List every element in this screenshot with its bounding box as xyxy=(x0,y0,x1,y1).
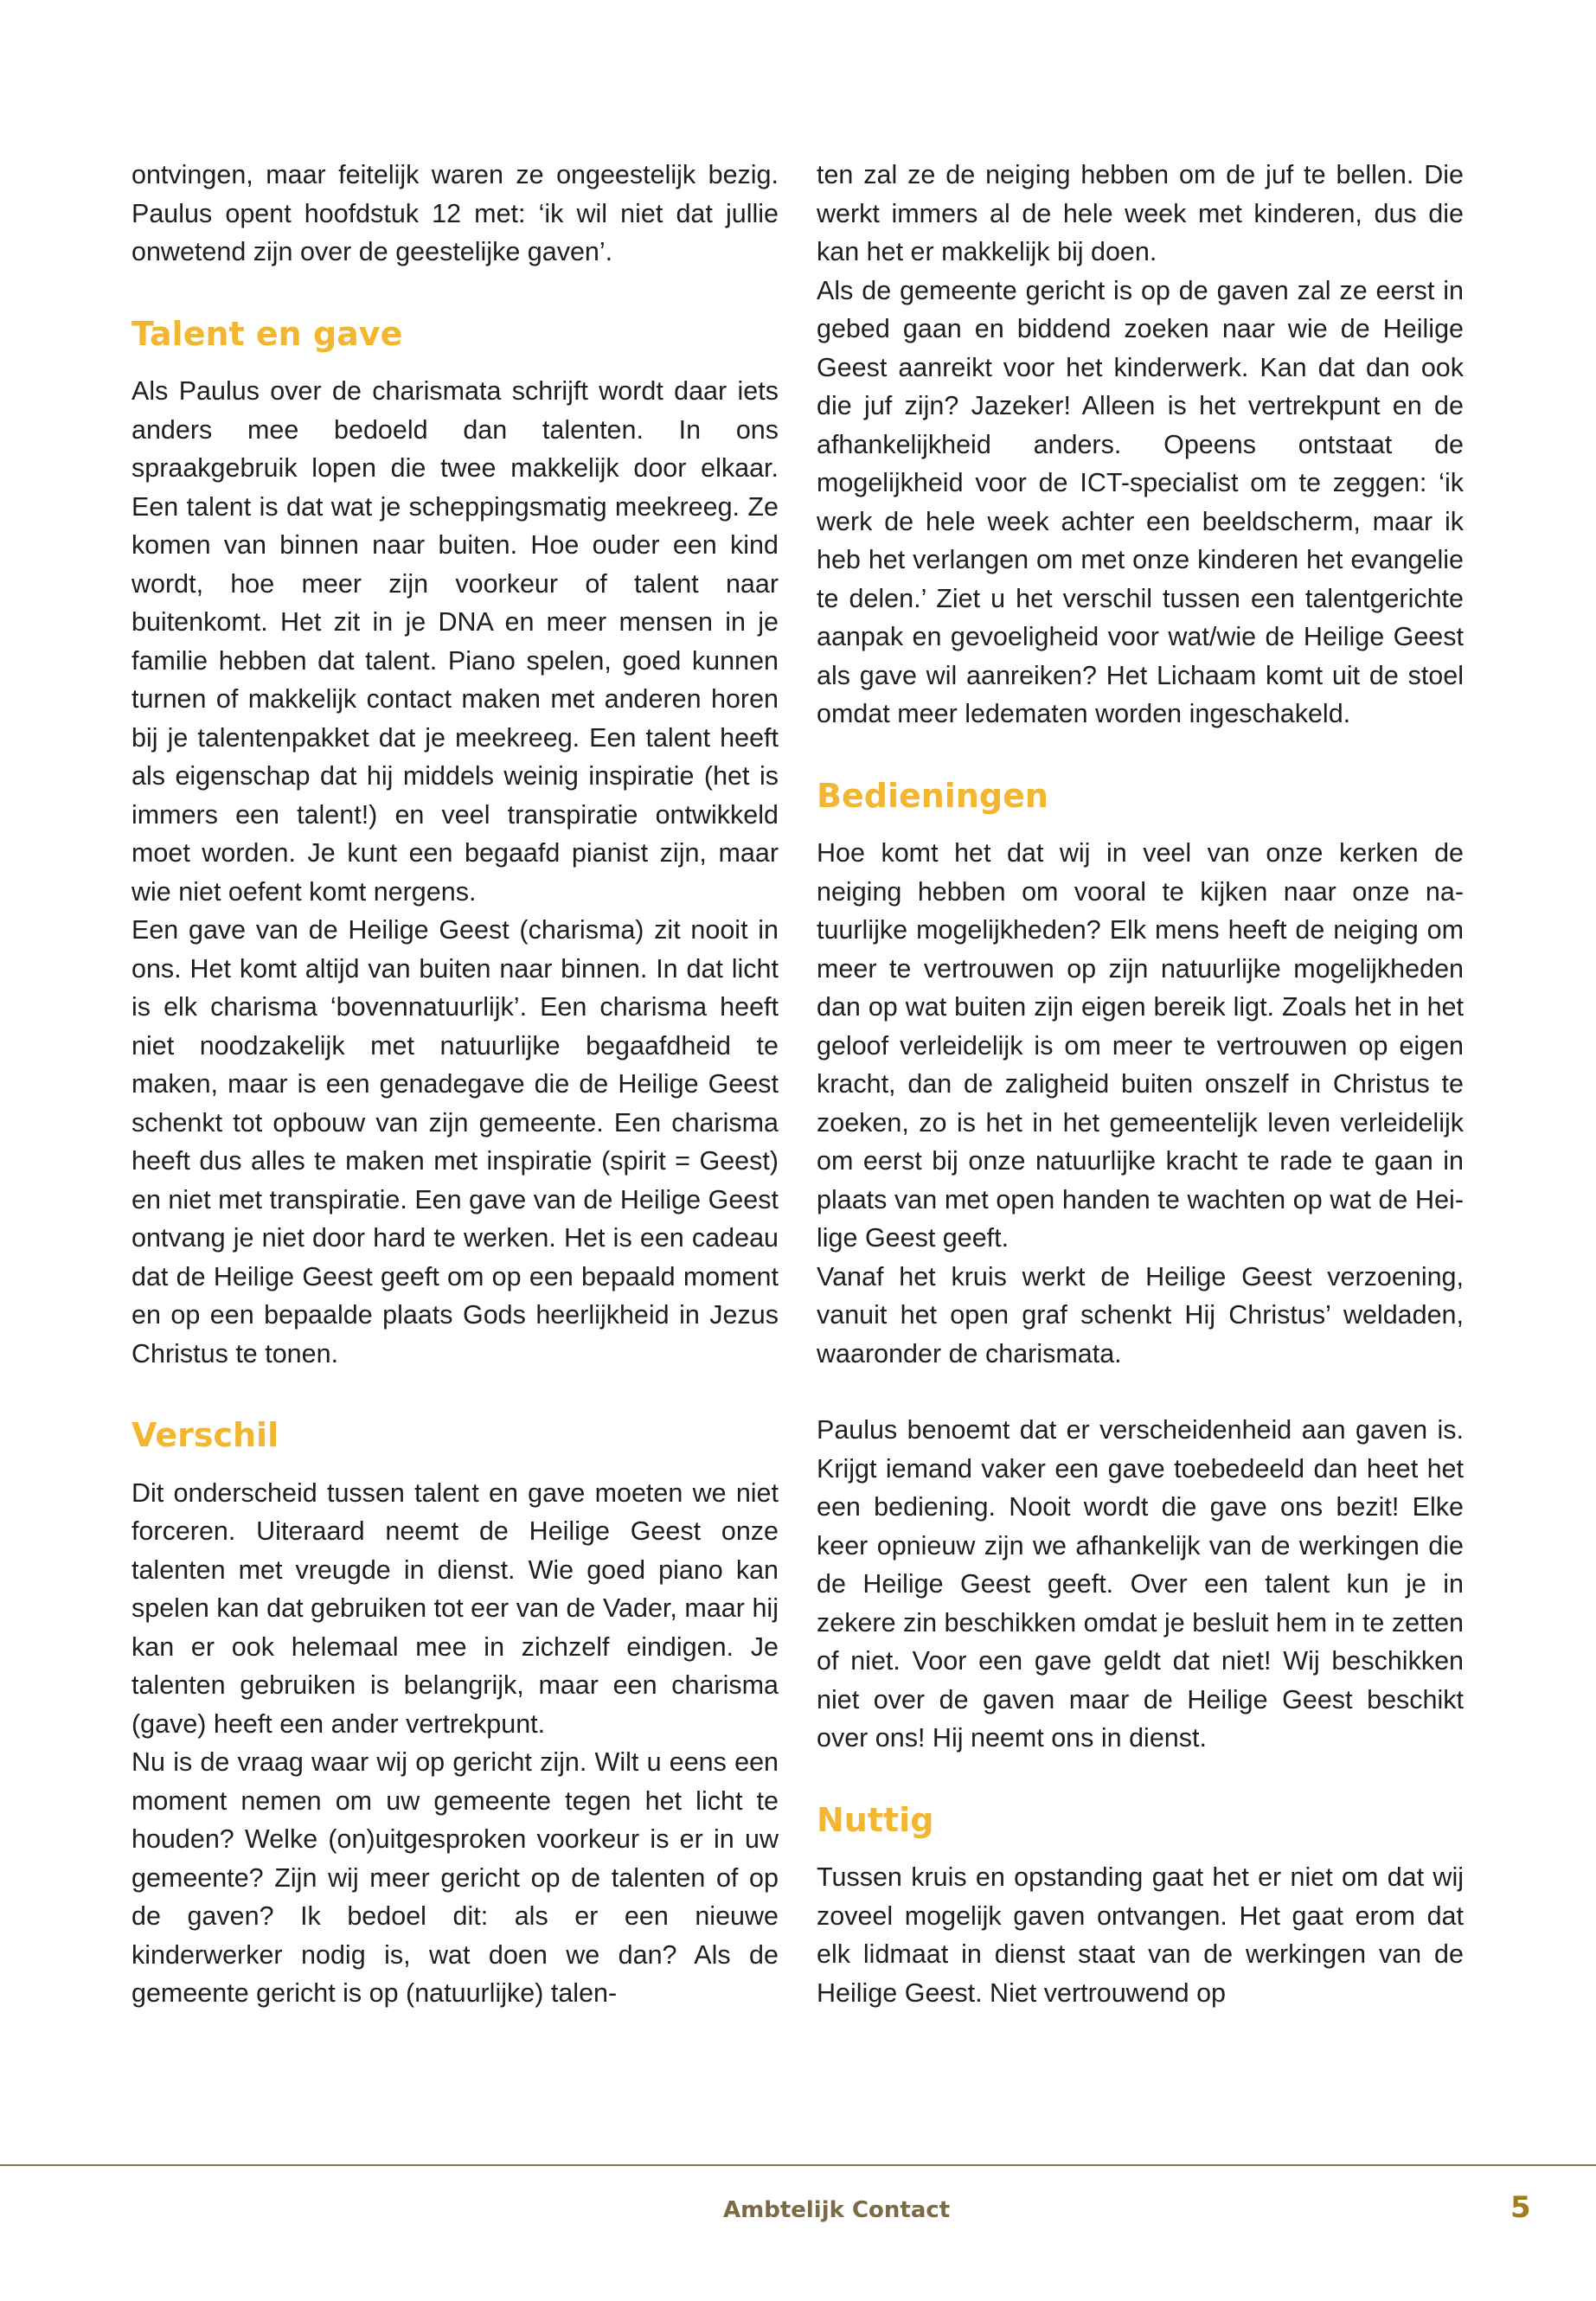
paragraph: ontvingen, maar feitelijk waren ze ongeestelijk bezig. Paulus opent hoofdstuk 12 met: ‘ik wil niet dat jullie onwetend zijn over de geestelijke gaven’. xyxy=(131,160,779,266)
paragraph: Hoe komt het dat wij in veel van onze kerken de neiging hebben om vooral te kijken naar onze natuurlijke mogelijkheden? Elk mens heeft de neiging om meer te vertrouwen op zijn natuurlijke mogelijkheden dan op wat buiten zijn eigen bereik ligt. Zoals het in het geloof verleidelijk is om meer te vertrouwen op eigen kracht, dan de zaligheid buiten onszelf in Christus te zoeken, zo is het in het gemeentelijk leven verleidelijk om eerst bij onze natuurlijke kracht te rade te gaan in plaats van met open handen te wachten op wat de Heilige Geest geeft. xyxy=(817,838,1464,1253)
footer-publication-title: Ambtelijk Contact xyxy=(723,2197,951,2223)
paragraph: Dit onderscheid tussen talent en gave moeten we niet forceren. Uiteraard neemt de Heilige Geest onze talenten met vreugde in dienst. Wie goed piano kan spelen kan dat gebruiken tot eer van de Vader, maar hij kan er ook helemaal mee in zichzelf eindigen. Je talenten gebruiken is belangrijk, maar een charisma (gave) heeft een ander vertrekpunt. xyxy=(131,1477,779,1739)
section-heading-talent-en-gave: Talent en gave xyxy=(131,314,403,353)
paragraph: Tussen kruis en opstanding gaat het er niet om dat wij zoveel mogelijk gaven ontvangen. Het gaat erom dat elk lidmaat in dienst staat van de werkingen van de Heilige Geest. Niet vertrouwend op xyxy=(817,1862,1464,2008)
paragraph: ten zal ze de neiging hebben om de juf te bellen. Die werkt immers al de hele week met kinderen, dus die kan het er makkelijk bij doen. xyxy=(817,160,1464,266)
footer-divider xyxy=(0,2164,1596,2166)
paragraph: Als de gemeente gericht is op de gaven zal ze eerst in gebed gaan en biddend zoeken naar wie de Heilige Geest aanreikt voor het kinderwerk. Kan dat dan ook die juf zijn? Jazeker! Alleen is het vertrekpunt en de afhankelijkheid anders. Opeens ontstaat de mogelijkheid voor de ICT-specialist om te zeggen: ‘ik werk de hele week achter een beeldscherm, maar ik heb het verlangen om met onze kinderen het evangelie te delen.’ Ziet u het verschil tussen een talentgerichte aanpak en gevoeligheid voor wat/wie de Heilige Geest als gave wil aanreiken? Het Lichaam komt uit de stoel omdat meer ledematen worden ingeschakeld. xyxy=(817,275,1464,728)
paragraph: Nu is de vraag waar wij op gericht zijn. Wilt u eens een moment nemen om uw gemeente tegen het licht te houden? Welke (on)uitgesproken voorkeur is er in uw gemeente? Zijn wij meer gericht op de talenten of op de gaven? Ik bedoel dit: als er een nieuwe kinderwerker nodig is, wat doen we dan? Als de gemeente gericht is op (natuurlijke) talen- xyxy=(131,1747,779,2008)
paragraph: Een gave van de Heilige Geest (charisma) zit nooit in ons. Het komt altijd van buiten naar binnen. In dat licht is elk charisma ‘bovennatuurlijk’. Een charisma heeft niet noodzakelijk met natuurlijke begaafdheid te maken, maar is een genadegave die de Heilige Geest schenkt tot opbouw van zijn gemeente. Een charisma heeft dus alles te maken met inspiratie (spirit = Geest) en niet met transpiratie. Een gave van de Heilige Geest ontvang je niet door hard te werken. Het is een cadeau dat de Heilige Geest geeft om op een bepaald moment en op een bepaalde plaats Gods heerlijkheid in Jezus Christus te tonen. xyxy=(131,915,779,1368)
section-heading-verschil: Verschil xyxy=(131,1416,279,1454)
paragraph: Vanaf het kruis werkt de Heilige Geest verzoening, vanuit het open graf schenkt Hij Christus’ weldaden, waaronder de charismata. xyxy=(817,1261,1464,1368)
paragraph: Als Paulus over de charismata schrijft wordt daar iets anders mee bedoeld dan talenten. In ons spraakgebruik lopen die twee makkelijk door elkaar. Een talent is dat wat je scheppingsmatig meekreeg. Ze komen van binnen naar buiten. Hoe ouder een kind wordt, hoe meer zijn voorkeur of talent naar buitenkomt. Het zit in je DNA en meer mensen in je familie hebben dat talent. Piano spelen, goed kunnen turnen of makkelijk contact maken met anderen horen bij je talentenpakket dat je meekreeg. Een talent heeft als eigenschap dat hij middels weinig inspiratie (het is immers een talent!) en veel transpiratie ontwikkeld moet worden. Je kunt een begaafd pianist zijn, maar wie niet oefent komt nergens. xyxy=(131,376,779,907)
section-heading-bedieningen: Bedieningen xyxy=(817,776,1048,815)
paragraph: Paulus benoemt dat er verscheidenheid aan gaven is. Krijgt iemand vaker een gave toebedeeld dan heet het een bediening. Nooit wordt die gave ons bezit! Elke keer opnieuw zijn we afhankelijk van de werkingen die de Heilige Geest geeft. Over een talent kun je in zekere zin beschikken omdat je besluit hem in te zetten of niet. Voor een gave geldt dat niet! Wij beschikken niet over de gaven maar de Heilige Geest beschikt over ons! Hij neemt ons in dienst. xyxy=(817,1415,1464,1753)
section-heading-nuttig: Nuttig xyxy=(817,1800,934,1839)
page-number: 5 xyxy=(1510,2190,1531,2225)
left-column xyxy=(131,156,779,2013)
right-column xyxy=(817,156,1464,2012)
